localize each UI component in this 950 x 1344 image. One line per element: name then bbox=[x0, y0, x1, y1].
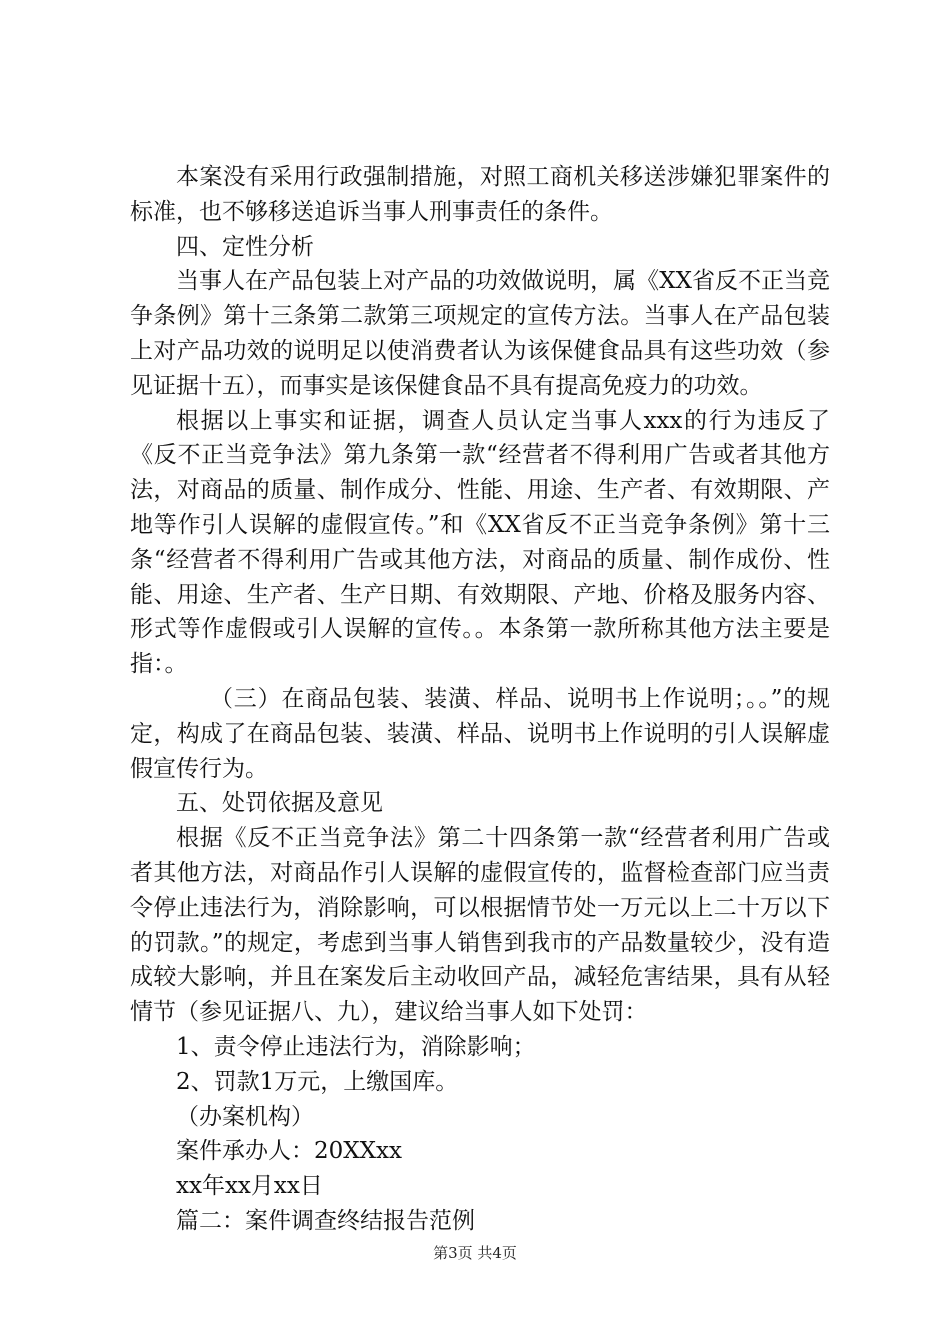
section-heading-qualitative-analysis: 四、定性分析 bbox=[176, 233, 314, 260]
paragraph-product-claims: 当事人在产品包装上对产品的功效做说明，属《XX省反不正当竞争条例》第十三条第二款第三项规定的宣传方法。当事人在产品包装上对产品功效的说明足以使消费者认为该保健食品具有这些功效（参见证据十五），而事实是该保健食品不具有提高免疫力的功效。 bbox=[130, 268, 830, 399]
handling-organization: （办案机构） bbox=[176, 1103, 314, 1130]
paragraph-coercive-measures: 本案没有采用行政强制措施，对照工商机关移送涉嫌犯罪案件的标准，也不够移送追诉当事人刑事责任的条件。 bbox=[130, 164, 830, 225]
penalty-item-1: 1、责令停止违法行为，消除影响； bbox=[176, 1033, 536, 1060]
section-heading-penalty-basis: 五、处罚依据及意见 bbox=[176, 790, 383, 817]
next-section-title: 篇二：案件调查终结报告范例 bbox=[176, 1207, 475, 1234]
paragraph-penalty-basis: 根据《反不正当竞争法》第二十四条第一款“经营者利用广告或者其他方法，对商品作引人误解的虚假宣传的，监督检查部门应当责令停止违法行为，消除影响，可以根据情节处一万元以上二十万以下的罚款。”的规定，考虑到当事人销售到我市的产品数量较少，没有造成较大影响，并且在案发后主动收回产品，减轻危害结果，具有从轻情节（参见证据八、九），建议给当事人如下处罚： bbox=[130, 825, 830, 1026]
case-handler: 案件承办人：20XXxx bbox=[176, 1138, 402, 1165]
paragraph-clause-three: （三）在商品包装、装潢、样品、说明书上作说明；。。”的规定，构成了在商品包装、装潢、样品、说明书上作说明的引人误解虚假宣传行为。 bbox=[130, 685, 830, 782]
report-date: xx年xx月xx日 bbox=[176, 1173, 323, 1200]
document-body bbox=[130, 160, 830, 1239]
penalty-item-2: 2、罚款1万元，上缴国库。 bbox=[176, 1068, 459, 1095]
page-number-footer: 第3页 共4页 bbox=[433, 1244, 517, 1262]
paragraph-violation-finding: 根据以上事实和证据，调查人员认定当事人xxx的行为违反了《反不正当竞争法》第九条第一款“经营者不得利用广告或者其他方法，对商品的质量、制作成分、性能、用途、生产者、有效期限、产地等作引人误解的虚假宣传。”和《XX省反不正当竞争条例》第十三条“经营者不得利用广告或其他方法，对商品的质量、制作成份、性能、用途、生产者、生产日期、有效期限、产地、价格及服务内容、形式等作虚假或引人误解的宣传。。本条第一款所称其他方法主要是指：。 bbox=[130, 407, 830, 678]
